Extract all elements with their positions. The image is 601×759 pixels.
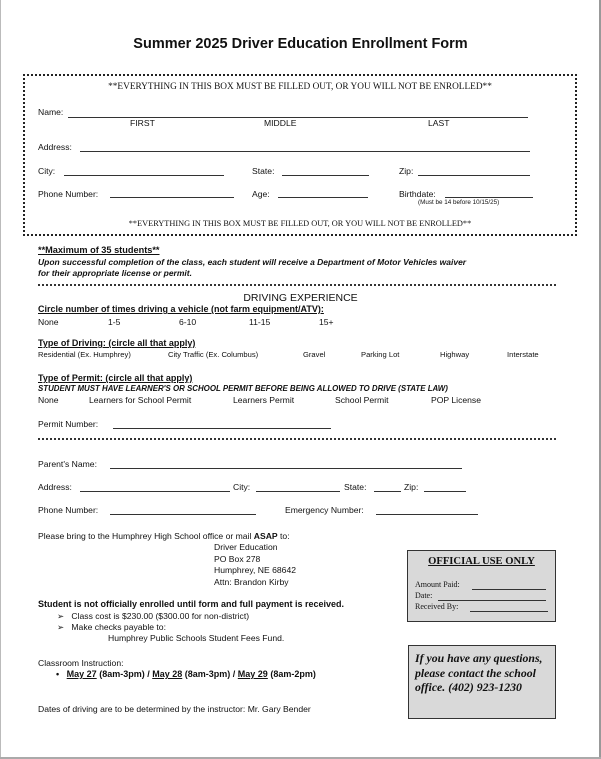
permit-number-label: Permit Number:	[38, 419, 99, 429]
date-separator: /	[144, 669, 153, 679]
max-students-note: **Maximum of 35 students**	[38, 245, 160, 255]
date-label: Date:	[415, 591, 433, 600]
parent-address-label: Address:	[38, 482, 72, 492]
parent-name-field[interactable]	[110, 468, 462, 469]
driving-option-gravel[interactable]: Gravel	[303, 350, 326, 359]
amount-paid-field[interactable]	[472, 589, 546, 590]
parent-name-label: Parent's Name:	[38, 459, 97, 469]
page-left-edge	[0, 0, 1, 759]
student-name-label: Name:	[38, 107, 64, 117]
parent-state-label: State:	[344, 482, 367, 492]
driving-option-parking-lot[interactable]: Parking Lot	[361, 350, 400, 359]
mail-address-line: Humphrey, NE 68642	[214, 565, 297, 576]
permit-option-none[interactable]: None	[38, 395, 59, 405]
amount-paid-label: Amount Paid:	[415, 580, 460, 589]
birthdate-note: (Must be 14 before 10/15/25)	[418, 199, 500, 206]
official-use-box	[407, 550, 556, 622]
parent-phone-label: Phone Number:	[38, 505, 99, 515]
received-by-label: Received By:	[415, 602, 459, 611]
required-info-box	[23, 74, 577, 236]
class-time: (8am-2pm)	[267, 669, 316, 679]
student-birthdate-label: Birthdate:	[399, 189, 436, 199]
mail-asap: ASAP	[253, 531, 278, 541]
section-separator	[38, 284, 556, 286]
emergency-number-field[interactable]	[376, 514, 478, 515]
times-driving-label: Circle number of times driving a vehicle (not farm equipment/ATV):	[38, 304, 324, 314]
waiver-text-line-2: for their appropriate license or permit.	[38, 268, 192, 278]
mail-intro: Please bring to the Humphrey High School office or mail	[38, 531, 254, 541]
student-city-label: City:	[38, 166, 56, 176]
class-date: May 28	[152, 669, 183, 679]
class-time: (8am-3pm)	[96, 669, 145, 679]
student-phone-field[interactable]	[110, 197, 234, 198]
class-time: (8am-3pm)	[182, 669, 231, 679]
type-of-permit-label: Type of Permit: (circle all that apply)	[38, 373, 193, 383]
permit-number-field[interactable]	[113, 428, 331, 429]
class-date: May 29	[237, 669, 268, 679]
parent-zip-field[interactable]	[424, 491, 466, 492]
permit-option-school[interactable]: School Permit	[335, 395, 389, 405]
classroom-label: Classroom Instruction:	[38, 658, 124, 668]
driving-option-city-traffic[interactable]: City Traffic (Ex. Columbus)	[168, 350, 259, 359]
driving-option-highway[interactable]: Highway	[440, 350, 470, 359]
checks-line: Make checks payable to:	[71, 622, 166, 632]
student-state-field[interactable]	[282, 175, 369, 176]
checks-bullet	[57, 622, 166, 633]
parent-city-field[interactable]	[256, 491, 340, 492]
contact-box	[408, 645, 556, 719]
permit-option-learners-school[interactable]: Learners for School Permit	[89, 395, 192, 405]
arrow-bullet-icon: ➢	[57, 611, 65, 621]
driving-option-residential[interactable]: Residential (Ex. Humphrey)	[38, 350, 131, 359]
payee: Humphrey Public Schools Student Fees Fund.	[108, 633, 285, 643]
driving-experience-heading: DRIVING EXPERIENCE	[243, 292, 358, 304]
permit-option-pop-license[interactable]: POP License	[431, 395, 482, 405]
parent-address-field[interactable]	[80, 491, 230, 492]
required-notice-bottom: **EVERYTHING IN THIS BOX MUST BE FILLED OUT, OR YOU WILL NOT BE ENROLLED**	[128, 219, 472, 228]
mail-address-line: Attn: Brandon Kirby	[214, 576, 289, 587]
student-age-field[interactable]	[278, 197, 368, 198]
arrow-bullet-icon: ➢	[57, 622, 65, 632]
waiver-text-line-1: Upon successful completion of the class, each student will receive a Department of Motor Vehicles waiver	[38, 257, 467, 267]
cost-line: Class cost is $230.00 ($300.00 for non-district)	[71, 611, 250, 621]
parent-state-field[interactable]	[374, 491, 401, 492]
emergency-number-label: Emergency Number:	[285, 505, 364, 515]
parent-city-label: City:	[233, 482, 251, 492]
permit-warning: STUDENT MUST HAVE LEARNER'S OR SCHOOL PERMIT BEFORE BEING ALLOWED TO DRIVE (STATE LAW)	[38, 384, 448, 393]
enrollment-note: Student is not officially enrolled until form and full payment is received.	[38, 599, 345, 609]
mail-address-line: PO Box 278	[214, 553, 261, 564]
student-address-label: Address:	[38, 142, 72, 152]
name-last-caption: LAST	[428, 118, 450, 128]
received-by-field[interactable]	[470, 611, 548, 612]
bullet-icon: •	[56, 669, 60, 679]
student-phone-label: Phone Number:	[38, 189, 99, 199]
date-separator: /	[230, 669, 238, 679]
classroom-dates	[56, 669, 316, 679]
section-separator-2	[38, 438, 556, 440]
driving-option-interstate[interactable]: Interstate	[507, 350, 539, 359]
student-zip-field[interactable]	[418, 175, 530, 176]
class-date: May 27	[66, 669, 97, 679]
permit-option-learners[interactable]: Learners Permit	[233, 395, 295, 405]
contact-text: If you have any questions, please contact the school office. (402) 923-1230	[415, 651, 543, 695]
parent-phone-field[interactable]	[110, 514, 256, 515]
driving-dates-note: Dates of driving are to be determined by the instructor: Mr. Gary Bender	[38, 704, 311, 714]
page-title: Summer 2025 Driver Education Enrollment Form	[133, 36, 468, 52]
student-age-label: Age:	[252, 189, 270, 199]
name-middle-caption: MIDDLE	[264, 118, 297, 128]
student-address-field[interactable]	[80, 151, 530, 152]
mail-address-line: Driver Education	[214, 542, 278, 552]
times-option-11-15[interactable]: 11-15	[249, 317, 271, 327]
times-option-15-plus[interactable]: 15+	[319, 317, 334, 327]
required-notice-top: **EVERYTHING IN THIS BOX MUST BE FILLED OUT, OR YOU WILL NOT BE ENROLLED**	[108, 82, 492, 92]
mail-instructions	[38, 531, 290, 541]
cost-bullet	[57, 611, 249, 622]
parent-zip-label: Zip:	[404, 482, 419, 492]
student-state-label: State:	[252, 166, 275, 176]
times-option-1-5[interactable]: 1-5	[108, 317, 121, 327]
student-birthdate-field[interactable]	[445, 197, 533, 198]
mail-address-block	[214, 542, 296, 588]
official-use-heading: OFFICIAL USE ONLY	[428, 556, 535, 567]
times-option-6-10[interactable]: 6-10	[179, 317, 197, 327]
student-zip-label: Zip:	[399, 166, 414, 176]
name-first-caption: FIRST	[130, 118, 155, 128]
date-field[interactable]	[438, 600, 546, 601]
times-option-none[interactable]: None	[38, 317, 59, 327]
mail-intro-end: to:	[277, 531, 290, 541]
type-of-driving-label: Type of Driving: (circle all that apply)	[38, 338, 196, 348]
student-city-field[interactable]	[64, 175, 224, 176]
